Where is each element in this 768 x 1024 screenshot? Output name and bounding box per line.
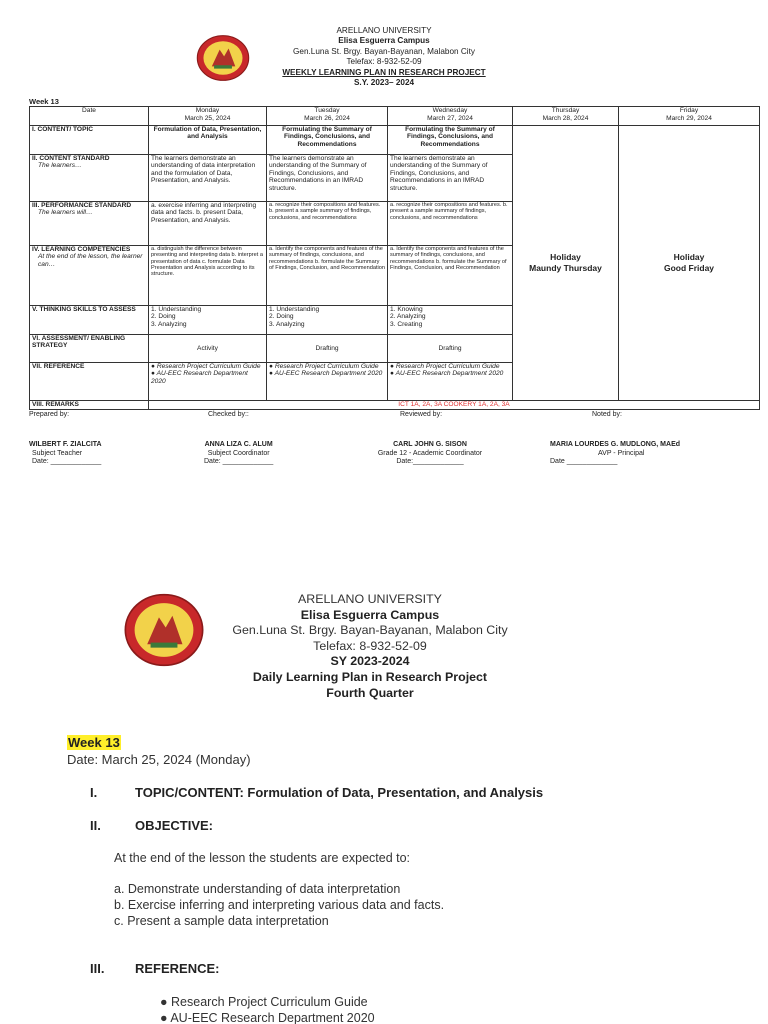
cell-competencies-wednesday: a. Identify the components and features of the summary of findings, conclusions, and recommendations b. formulate the Summary of Findings, Conclusion, and Recommendation — [388, 246, 513, 306]
day-header-tuesday: Tuesday March 26, 2024 — [267, 107, 388, 126]
list-item: a. Demonstrate understanding of data interpretation — [114, 882, 401, 896]
cell-thinking-tuesday: 1. Understanding 2. Doing 3. Analyzing — [267, 306, 388, 335]
plan-title: WEEKLY LEARNING PLAN IN RESEARCH PROJECT — [282, 67, 486, 77]
university-address: Gen.Luna St. Brgy. Bayan-Bayanan, Malabon City — [232, 623, 508, 638]
day-header-thursday: Thursday March 28, 2024 — [513, 107, 619, 126]
reviewed-by-label: Reviewed by: — [400, 411, 443, 418]
document-header — [0, 26, 768, 88]
cell-thinking-wednesday: 1. Knowing 2. Analyzing 3. Creating — [388, 306, 513, 335]
lesson-date: Date: March 25, 2024 (Monday) — [67, 752, 251, 767]
school-year: S.Y. 2023– 2024 — [353, 78, 415, 88]
cell-remarks: ICT 1A, 2A, 3A COOKERY 1A, 2A, 3A — [149, 401, 760, 410]
university-telefax: Telefax: 8-932-52-09 — [313, 638, 427, 653]
cell-content-monday: Formulation of Data, Presentation, and Analysis — [149, 126, 267, 155]
signature-block: CARL JOHN G. SISON Grade 12 - Academic Coordinator Date:_____________ — [377, 441, 483, 466]
date-header: Date — [30, 107, 149, 126]
university-name: ARELLANO UNIVERSITY — [336, 26, 432, 35]
reference-list — [160, 994, 375, 1024]
list-item: ● Research Project Curriculum Guide — [160, 995, 368, 1009]
school-year: SY 2023-2024 — [330, 654, 410, 669]
cell-reference-monday: ● Research Project Curriculum Guide ● AU-EEC Research Department 2020 — [149, 363, 267, 401]
cell-thinking-monday: 1. Understanding 2. Doing 3. Analyzing — [149, 306, 267, 335]
cell-assessment-wednesday: Drafting — [388, 335, 513, 363]
row-label-thinking: V. THINKING SKILLS TO ASSESS — [30, 306, 149, 335]
prepared-by-label: Prepared by: — [29, 411, 70, 418]
list-item: ● AU-EEC Research Department 2020 — [160, 1011, 375, 1024]
row-label-reference: VII. REFERENCE — [30, 363, 149, 401]
day-header-friday: Friday March 29, 2024 — [619, 107, 760, 126]
row-label-remarks: VIII. REMARKS — [30, 401, 149, 410]
week-highlight: Week 13 — [68, 735, 120, 750]
cell-assessment-monday: Activity — [149, 335, 267, 363]
university-telefax: Telefax: 8-932-52-09 — [346, 57, 422, 67]
campus-name: Elisa Esguerra Campus — [338, 36, 430, 46]
signature-block: MARIA LOURDES G. MUDLONG, MAEd AVP - Principal Date _____________ — [550, 441, 681, 466]
cell-standard-tuesday: The learners demonstrate an understanding of the Summary of Findings, Conclusions, and Recommendations in an IMRAD structure. — [267, 155, 388, 202]
cell-content-wednesday: Formulating the Summary of Findings, Conclusions, and Recommendations — [388, 126, 513, 155]
row-label-content: I. CONTENT/ TOPIC — [30, 126, 149, 155]
noted-by-label: Noted by: — [592, 411, 622, 418]
section-topic: I. TOPIC/CONTENT: Formulation of Data, Presentation, and Analysis — [90, 785, 544, 800]
quarter-label: Fourth Quarter — [326, 685, 414, 700]
holiday-friday: Holiday Good Friday — [619, 126, 760, 401]
list-item: c. Present a sample data interpretation — [114, 914, 329, 928]
cell-performance-monday: a. exercise inferring and interpreting data and facts. b. present Data, Presentation, and Analysis. — [149, 202, 267, 246]
university-seal-logo — [122, 592, 206, 668]
section-objective: II. OBJECTIVE: — [90, 818, 214, 833]
campus-name: Elisa Esguerra Campus — [300, 607, 440, 622]
row-label-standard: II. CONTENT STANDARD The learners… — [30, 155, 149, 202]
cell-competencies-tuesday: a. Identify the components and features of the summary of findings, conclusions, and recommendations b. formulate the Summary of Findings, Conclusion, and Recommendation — [267, 246, 388, 306]
cell-performance-tuesday: a. recognize their compositions and features. b. present a sample summary of findings, conclusions, and recommendations — [267, 202, 388, 246]
cell-standard-monday: The learners demonstrate an understanding of data interpretation and the formulation of Data, Presentation, and Analysis. — [149, 155, 267, 202]
university-address: Gen.Luna St. Brgy. Bayan-Bayanan, Malabon City — [293, 46, 475, 56]
section-reference: III. REFERENCE: — [90, 961, 220, 976]
day-header-wednesday: Wednesday March 27, 2024 — [388, 107, 513, 126]
objective-list — [114, 881, 444, 929]
holiday-thursday: Holiday Maundy Thursday — [513, 126, 619, 401]
cell-reference-wednesday: ● Research Project Curriculum Guide ● AU-EEC Research Department 2020 — [388, 363, 513, 401]
objective-intro: At the end of the lesson the students are expected to: — [114, 851, 411, 865]
daily-plan-title: Daily Learning Plan in Research Project — [252, 669, 488, 684]
daily-plan-header — [200, 592, 540, 701]
list-item: b. Exercise inferring and interpreting various data and facts. — [114, 898, 445, 912]
cell-competencies-monday: a. distinguish the difference between presenting and interpreting data b. interpret a presentation of data c. formulate Data Presentation and Analysis according to its structure. — [149, 246, 267, 306]
row-label-competencies: IV. LEARNING COMPETENCIES At the end of the lesson, the learner can… — [30, 246, 149, 306]
day-header-monday: Monday March 25, 2024 — [149, 107, 267, 126]
checked-by-label: Checked by:: — [208, 411, 249, 418]
table-header-row — [30, 107, 760, 126]
cell-reference-tuesday: ● Research Project Curriculum Guide ● AU-EEC Research Department 2020 — [267, 363, 388, 401]
cell-content-tuesday: Formulating the Summary of Findings, Conclusions, and Recommendations — [267, 126, 388, 155]
cell-standard-wednesday: The learners demonstrate an understanding of the Summary of Findings, Conclusions, and Recommendations in an IMRAD structure. — [388, 155, 513, 202]
table-row — [30, 401, 760, 410]
cell-performance-wednesday: a. recognize their compositions and features. b. present a sample summary of findings, conclusions, and recommendations — [388, 202, 513, 246]
signature-block: WILBERT F. ZIALCITA Subject Teacher Date: _____________ — [29, 441, 102, 466]
weekly-plan-table — [29, 106, 760, 410]
row-label-performance: III. PERFORMANCE STANDARD The learners will… — [30, 202, 149, 246]
university-name: ARELLANO UNIVERSITY — [298, 592, 442, 606]
cell-assessment-tuesday: Drafting — [267, 335, 388, 363]
week-label: Week 13 — [29, 97, 59, 106]
signature-block: ANNA LIZA C. ALUM Subject Coordinator Date: _____________ — [204, 441, 274, 466]
row-label-assessment: VI. ASSESSMENT/ ENABLING STRATEGY — [30, 335, 149, 363]
table-row — [30, 126, 760, 155]
